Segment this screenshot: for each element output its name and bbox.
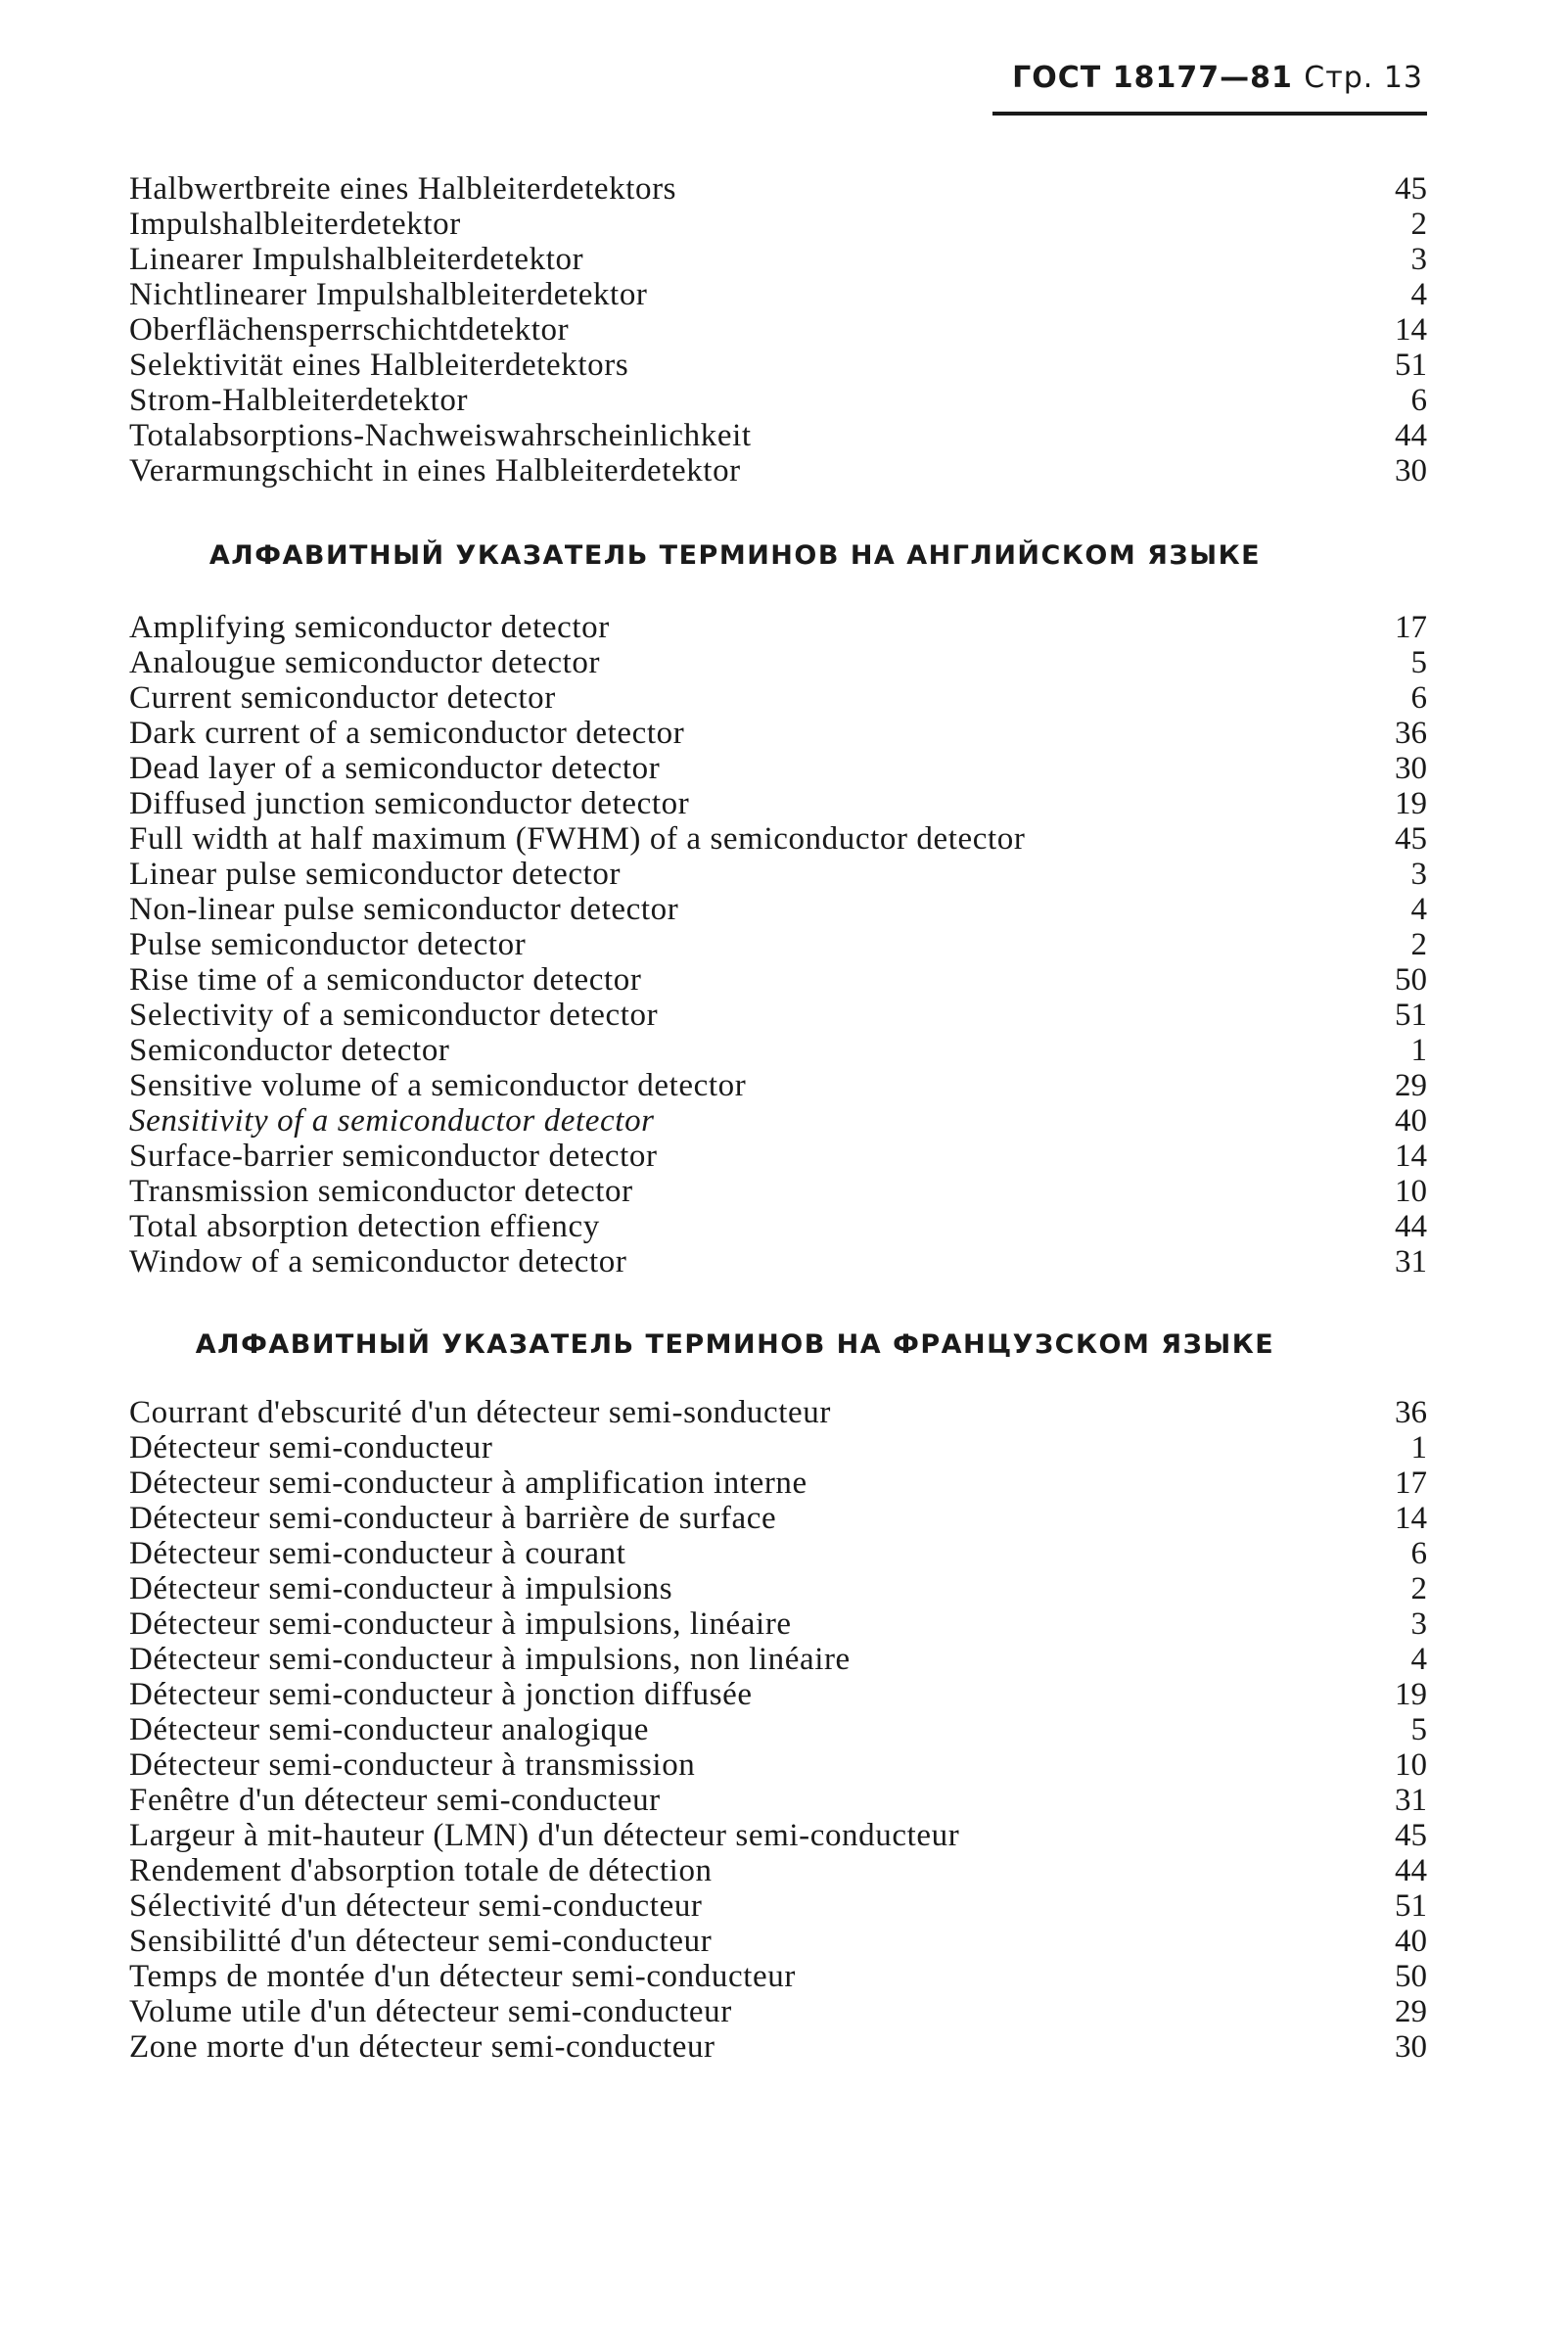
- index-term: Impulshalbleiterdetektor: [129, 207, 461, 242]
- index-entry: [129, 1677, 1431, 1712]
- index-number: 51: [1395, 348, 1427, 383]
- index-number: 30: [1395, 2029, 1427, 2065]
- index-number: 14: [1395, 312, 1427, 348]
- index-term: Détecteur semi-conducteur à barrière de surface: [129, 1501, 777, 1536]
- index-number: 36: [1395, 716, 1427, 751]
- index-term: Selectivity of a semiconductor detector: [129, 998, 659, 1033]
- standard-number: ГОСТ 18177—81: [1012, 61, 1293, 95]
- index-term: Non-linear pulse semiconductor detector: [129, 892, 679, 927]
- index-term: Sensitive volume of a semiconductor detector: [129, 1068, 747, 1103]
- index-number: 36: [1395, 1395, 1427, 1430]
- index-term: Strom-Halbleiterdetektor: [129, 383, 469, 418]
- index-number: 51: [1395, 998, 1427, 1033]
- index-entry: [129, 610, 1431, 645]
- index-entry: [129, 751, 1431, 786]
- page-header: [1012, 61, 1423, 95]
- index-number: 6: [1410, 680, 1427, 716]
- index-term: Zone morte d'un détecteur semi-conducteur: [129, 2029, 715, 2065]
- index-term: Détecteur semi-conducteur à impulsions, linéaire: [129, 1606, 792, 1642]
- index-entry: [129, 857, 1431, 892]
- index-term: Surface-barrier semiconductor detector: [129, 1139, 658, 1174]
- index-number: 45: [1395, 171, 1427, 207]
- index-term: Nichtlinearer Impulshalbleiterdetektor: [129, 277, 648, 312]
- index-number: 30: [1395, 453, 1427, 488]
- index-number: 31: [1395, 1244, 1427, 1279]
- index-number: 51: [1395, 1888, 1427, 1924]
- index-number: 17: [1395, 1465, 1427, 1501]
- index-entry: [129, 1606, 1431, 1642]
- index-term: Détecteur semi-conducteur à amplification interne: [129, 1465, 807, 1501]
- index-number: 45: [1395, 1818, 1427, 1853]
- index-number: 40: [1395, 1103, 1427, 1139]
- index-entry: [129, 786, 1431, 821]
- index-number: 30: [1395, 751, 1427, 786]
- index-entry: [129, 1033, 1431, 1068]
- index-term: Temps de montée d'un détecteur semi-conducteur: [129, 1959, 796, 1994]
- index-term: Linearer Impulshalbleiterdetektor: [129, 242, 584, 277]
- index-number: 19: [1395, 1677, 1427, 1712]
- index-number: 44: [1395, 1209, 1427, 1244]
- index-entry: [129, 1209, 1431, 1244]
- index-entry: [129, 1244, 1431, 1279]
- index-term: Dead layer of a semiconductor detector: [129, 751, 661, 786]
- index-entry: [129, 1571, 1431, 1606]
- index-entry: [129, 1642, 1431, 1677]
- index-term: Fenêtre d'un détecteur semi-conducteur: [129, 1783, 661, 1818]
- index-term: Rise time of a semiconductor detector: [129, 962, 642, 998]
- index-number: 2: [1410, 207, 1427, 242]
- index-entry: [129, 277, 1431, 312]
- index-number: 4: [1410, 1642, 1427, 1677]
- index-entry: [129, 348, 1431, 383]
- index-entry: [129, 716, 1431, 751]
- index-entry: [129, 1536, 1431, 1571]
- index-entry: [129, 1139, 1431, 1174]
- index-term: Transmission semiconductor detector: [129, 1174, 633, 1209]
- index-number: 17: [1395, 610, 1427, 645]
- index-term: Détecteur semi-conducteur à jonction diffusée: [129, 1677, 753, 1712]
- index-number: 45: [1395, 821, 1427, 857]
- index-term: Linear pulse semiconductor detector: [129, 857, 622, 892]
- index-term: Diffused junction semiconductor detector: [129, 786, 690, 821]
- index-entry: [129, 418, 1431, 453]
- index-term: Analougue semiconductor detector: [129, 645, 601, 680]
- index-number: 5: [1410, 1712, 1427, 1747]
- index-term: Détecteur semi-conducteur à courant: [129, 1536, 626, 1571]
- index-entry: [129, 1174, 1431, 1209]
- index-entry: [129, 453, 1431, 488]
- index-number: 2: [1410, 1571, 1427, 1606]
- index-term: Amplifying semiconductor detector: [129, 610, 610, 645]
- index-number: 3: [1410, 242, 1427, 277]
- index-entry: [129, 821, 1431, 857]
- index-number: 3: [1410, 1606, 1427, 1642]
- index-number: 1: [1410, 1430, 1427, 1465]
- index-term: Semiconductor detector: [129, 1033, 450, 1068]
- index-entry: [129, 171, 1431, 207]
- index-term: Détecteur semi-conducteur à impulsions, non linéaire: [129, 1642, 851, 1677]
- english-index-heading: АЛФАВИТНЫЙ УКАЗАТЕЛЬ ТЕРМИНОВ НА АНГЛИЙСКОМ ЯЗЫКЕ: [208, 540, 1262, 571]
- index-entry: [129, 1994, 1431, 2029]
- header-rule: [992, 112, 1427, 116]
- index-entry: [129, 207, 1431, 242]
- index-number: 4: [1410, 892, 1427, 927]
- index-number: 1: [1410, 1033, 1427, 1068]
- index-number: 6: [1410, 1536, 1427, 1571]
- index-number: 2: [1410, 927, 1427, 962]
- index-number: 29: [1395, 1994, 1427, 2029]
- index-entry: [129, 1712, 1431, 1747]
- index-number: 10: [1395, 1174, 1427, 1209]
- index-term: Selektivität eines Halbleiterdetektors: [129, 348, 629, 383]
- index-term: Pulse semiconductor detector: [129, 927, 527, 962]
- index-term: Halbwertbreite eines Halbleiterdetektors: [129, 171, 677, 207]
- index-entry: [129, 1501, 1431, 1536]
- index-term: Totalabsorptions-Nachweiswahrscheinlichkeit: [129, 418, 752, 453]
- index-entry: [129, 242, 1431, 277]
- index-entry: [129, 892, 1431, 927]
- index-entry: [129, 312, 1431, 348]
- index-number: 50: [1395, 1959, 1427, 1994]
- index-term: Sensibilitté d'un détecteur semi-conducteur: [129, 1924, 713, 1959]
- index-entry: [129, 2029, 1431, 2065]
- index-entry: [129, 1888, 1431, 1924]
- index-entry: [129, 1959, 1431, 1994]
- index-term: Volume utile d'un détecteur semi-conducteur: [129, 1994, 732, 2029]
- index-term: Dark current of a semiconductor detector: [129, 716, 685, 751]
- index-entry: [129, 680, 1431, 716]
- index-term: Window of a semiconductor detector: [129, 1244, 627, 1279]
- index-entry: [129, 962, 1431, 998]
- index-number: 14: [1395, 1139, 1427, 1174]
- index-term: Current semiconductor detector: [129, 680, 556, 716]
- index-number: 44: [1395, 418, 1427, 453]
- german-index-list: [129, 171, 1431, 488]
- index-term: Sensitivity of a semiconductor detector: [129, 1103, 655, 1139]
- index-term: Détecteur semi-conducteur analogique: [129, 1712, 650, 1747]
- french-index-heading: АЛФАВИТНЫЙ УКАЗАТЕЛЬ ТЕРМИНОВ НА ФРАНЦУЗСКОМ ЯЗЫКЕ: [195, 1329, 1275, 1360]
- index-number: 50: [1395, 962, 1427, 998]
- index-number: 10: [1395, 1747, 1427, 1783]
- page-number: Стр. 13: [1304, 61, 1423, 95]
- index-number: 31: [1395, 1783, 1427, 1818]
- index-entry: [129, 1818, 1431, 1853]
- index-term: Rendement d'absorption totale de détection: [129, 1853, 713, 1888]
- index-term: Détecteur semi-conducteur à impulsions: [129, 1571, 673, 1606]
- index-entry: [129, 1747, 1431, 1783]
- index-entry: [129, 383, 1431, 418]
- index-number: 19: [1395, 786, 1427, 821]
- index-term: Total absorption detection effiency: [129, 1209, 600, 1244]
- index-number: 5: [1410, 645, 1427, 680]
- index-entry: [129, 645, 1431, 680]
- index-number: 40: [1395, 1924, 1427, 1959]
- index-term: Largeur à mit-hauteur (LMN) d'un détecteur semi-conducteur: [129, 1818, 960, 1853]
- index-number: 4: [1410, 277, 1427, 312]
- index-entry: [129, 927, 1431, 962]
- index-number: 29: [1395, 1068, 1427, 1103]
- index-entry: [129, 1924, 1431, 1959]
- index-entry: [129, 1783, 1431, 1818]
- index-entry: [129, 1103, 1431, 1139]
- index-number: 6: [1410, 383, 1427, 418]
- index-term: Sélectivité d'un détecteur semi-conducteur: [129, 1888, 703, 1924]
- index-entry: [129, 1465, 1431, 1501]
- index-term: Verarmungschicht in eines Halbleiterdetektor: [129, 453, 741, 488]
- index-term: Détecteur semi-conducteur: [129, 1430, 493, 1465]
- index-entry: [129, 1430, 1431, 1465]
- index-entry: [129, 998, 1431, 1033]
- index-term: Full width at half maximum (FWHM) of a semiconductor detector: [129, 821, 1026, 857]
- index-number: 3: [1410, 857, 1427, 892]
- index-term: Détecteur semi-conducteur à transmission: [129, 1747, 696, 1783]
- french-index-list: [129, 1395, 1431, 2065]
- index-number: 44: [1395, 1853, 1427, 1888]
- index-entry: [129, 1068, 1431, 1103]
- index-entry: [129, 1853, 1431, 1888]
- index-term: Courrant d'ebscurité d'un détecteur semi-sonducteur: [129, 1395, 831, 1430]
- index-entry: [129, 1395, 1431, 1430]
- index-number: 14: [1395, 1501, 1427, 1536]
- index-term: Oberflächensperrschichtdetektor: [129, 312, 570, 348]
- english-index-list: [129, 610, 1431, 1279]
